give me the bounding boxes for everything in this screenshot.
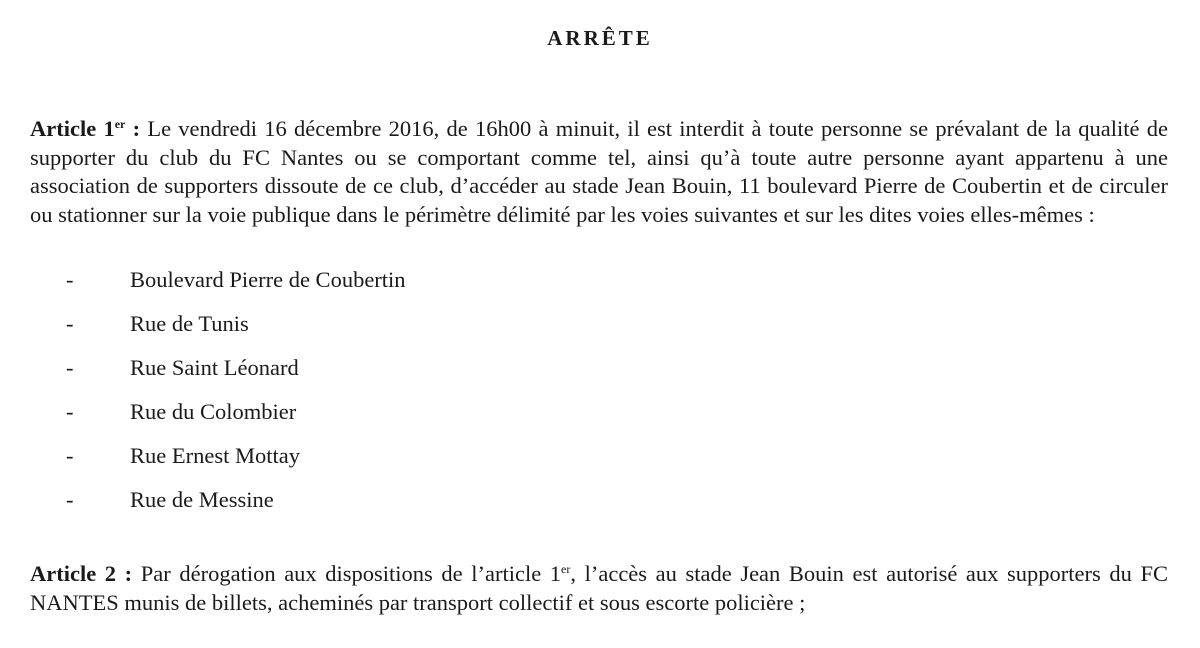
article-2	[30, 560, 1168, 617]
list-bullet: -	[66, 355, 74, 380]
article-2-label-text: Article 2	[30, 561, 117, 586]
street-name: Rue du Colombier	[130, 399, 297, 424]
document-title: ARRÊTE	[547, 26, 653, 50]
list-bullet: -	[66, 267, 74, 292]
list-item	[66, 310, 406, 354]
article-1-label-superscript: er	[114, 117, 126, 131]
list-bullet: -	[66, 311, 74, 336]
article-1-label-text: Article 1	[30, 116, 115, 141]
article-1-text: Le vendredi 16 décembre 2016, de 16h00 à minuit, il est interdit à toute personne se prévalant de la qualité de supporter du club du FC Nantes ou se comportant comme tel, ainsi qu’à toute autre personne ayant appartenu à une association de supporters dissoute de ce club, d’accéder au stade Jean Bouin, 11 boulevard Pierre de Coubertin et de circuler ou stationner sur la voie publique dans le périmètre délimité par les voies suivantes et sur les dites voies elles-mêmes :	[30, 116, 1168, 227]
list-item	[66, 486, 406, 530]
list-bullet: -	[66, 443, 74, 468]
article-1-label-separator: :	[125, 116, 141, 141]
article-2-label-separator: :	[124, 561, 133, 586]
list-item	[66, 398, 406, 442]
article-1-label	[30, 116, 140, 141]
list-bullet: -	[66, 399, 74, 424]
street-name: Rue de Tunis	[130, 311, 249, 336]
street-name: Rue de Messine	[130, 487, 274, 512]
street-name: Boulevard Pierre de Coubertin	[130, 267, 406, 292]
list-item	[66, 442, 406, 486]
article-2-text-before: Par dérogation aux dispositions de l’article 1	[132, 561, 562, 586]
street-name: Rue Saint Léonard	[130, 355, 299, 380]
list-item	[66, 266, 406, 310]
list-bullet: -	[66, 487, 74, 512]
list-item	[66, 354, 406, 398]
article-2-text-after: , l’accès au stade Jean Bouin est autorisé aux supporters du FC NANTES munis de billets, acheminés par transport collectif et sous escorte policière ;	[30, 561, 1168, 615]
street-name: Rue Ernest Mottay	[130, 443, 300, 468]
street-list	[66, 266, 406, 530]
article-1	[30, 115, 1168, 229]
article-2-label	[30, 561, 132, 586]
article-2-superscript: er	[561, 562, 571, 576]
